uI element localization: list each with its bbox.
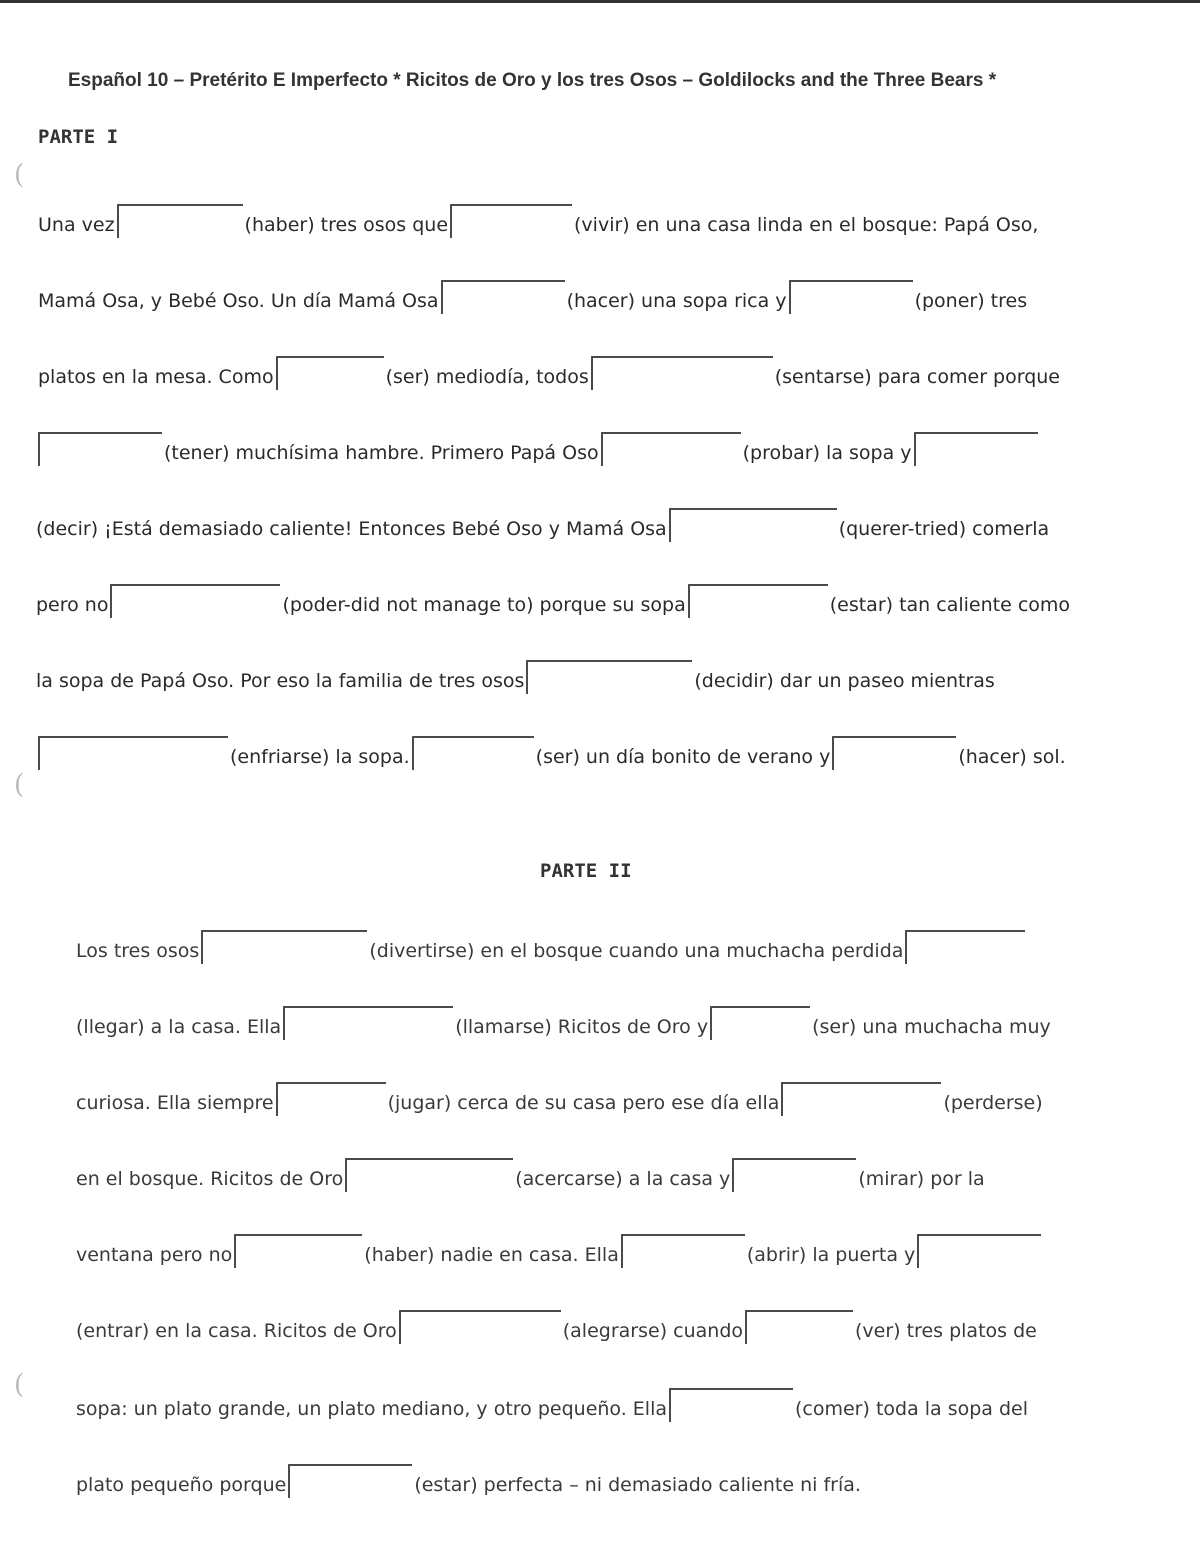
answer-blank[interactable] <box>38 736 228 770</box>
scan-mark: ( <box>14 1370 25 1400</box>
answer-blank[interactable] <box>441 280 565 314</box>
scan-mark: ( <box>14 770 25 800</box>
answer-blank[interactable] <box>399 1310 561 1344</box>
answer-blank[interactable] <box>276 356 384 390</box>
answer-blank[interactable] <box>621 1234 745 1268</box>
answer-blank[interactable] <box>710 1006 810 1040</box>
worksheet-title: Español 10 – Pretérito E Imperfecto * Ricitos de Oro y los tres Osos – Goldilocks and the Three Bears * <box>68 70 997 91</box>
parte-1-line-5: (decir) ¡Está demasiado caliente! Entonces Bebé Oso y Mamá Osa (querer-tried) comerla <box>36 508 1049 548</box>
parte-1-heading: PARTE I <box>38 126 119 148</box>
answer-blank[interactable] <box>345 1158 513 1192</box>
answer-blank[interactable] <box>283 1006 453 1040</box>
parte-2-line-7: sopa: un plato grande, un plato mediano, y otro pequeño. Ella (comer) toda la sopa del <box>76 1388 1028 1428</box>
parte-1-line-4: (tener) muchísima hambre. Primero Papá Oso (probar) la sopa y <box>36 432 1040 472</box>
answer-blank[interactable] <box>789 280 913 314</box>
answer-blank[interactable] <box>669 1388 793 1422</box>
answer-blank[interactable] <box>117 204 243 238</box>
answer-blank[interactable] <box>669 508 837 542</box>
answer-blank[interactable] <box>601 432 741 466</box>
answer-blank[interactable] <box>905 930 1025 964</box>
parte-2-line-3: curiosa. Ella siempre (jugar) cerca de su casa pero ese día ella (perderse) <box>76 1082 1043 1122</box>
answer-blank[interactable] <box>591 356 773 390</box>
answer-blank[interactable] <box>732 1158 856 1192</box>
parte-1-line-7: la sopa de Papá Oso. Por eso la familia de tres osos (decidir) dar un paseo mientras <box>36 660 995 700</box>
answer-blank[interactable] <box>781 1082 941 1116</box>
parte-2-line-6: (entrar) en la casa. Ricitos de Oro (alegrarse) cuando (ver) tres platos de <box>76 1310 1037 1350</box>
parte-2-line-1: Los tres osos (divertirse) en el bosque cuando una muchacha perdida <box>76 930 1027 970</box>
parte-1-line-1: Una vez (haber) tres osos que (vivir) en una casa linda en el bosque: Papá Oso, <box>38 204 1038 244</box>
parte-1-line-8: (enfriarse) la sopa. (ser) un día bonito de verano y (hacer) sol. <box>36 736 1066 776</box>
parte-2-line-2: (llegar) a la casa. Ella (llamarse) Ricitos de Oro y (ser) una muchacha muy <box>76 1006 1051 1046</box>
answer-blank[interactable] <box>914 432 1038 466</box>
answer-blank[interactable] <box>412 736 534 770</box>
page-top-border <box>0 0 1200 3</box>
parte-2-heading: PARTE II <box>540 860 632 882</box>
answer-blank[interactable] <box>110 584 280 618</box>
parte-1-line-6: pero no (poder-did not manage to) porque su sopa (estar) tan caliente como <box>36 584 1070 624</box>
answer-blank[interactable] <box>688 584 828 618</box>
answer-blank[interactable] <box>276 1082 386 1116</box>
answer-blank[interactable] <box>234 1234 362 1268</box>
answer-blank[interactable] <box>745 1310 853 1344</box>
parte-2-line-4: en el bosque. Ricitos de Oro (acercarse) a la casa y (mirar) por la <box>76 1158 985 1198</box>
answer-blank[interactable] <box>288 1464 412 1498</box>
parte-2-line-8: plato pequeño porque (estar) perfecta – ni demasiado caliente ni fría. <box>76 1464 861 1504</box>
parte-2-line-5: ventana pero no (haber) nadie en casa. Ella (abrir) la puerta y <box>76 1234 1043 1274</box>
parte-1-line-2: Mamá Osa, y Bebé Oso. Un día Mamá Osa (hacer) una sopa rica y (poner) tres <box>38 280 1027 320</box>
answer-blank[interactable] <box>526 660 692 694</box>
answer-blank[interactable] <box>201 930 367 964</box>
answer-blank[interactable] <box>832 736 956 770</box>
answer-blank[interactable] <box>917 1234 1041 1268</box>
scan-mark: ( <box>14 160 25 190</box>
answer-blank[interactable] <box>450 204 572 238</box>
parte-1-line-3: platos en la mesa. Como (ser) mediodía, todos (sentarse) para comer porque <box>38 356 1060 396</box>
answer-blank[interactable] <box>38 432 162 466</box>
